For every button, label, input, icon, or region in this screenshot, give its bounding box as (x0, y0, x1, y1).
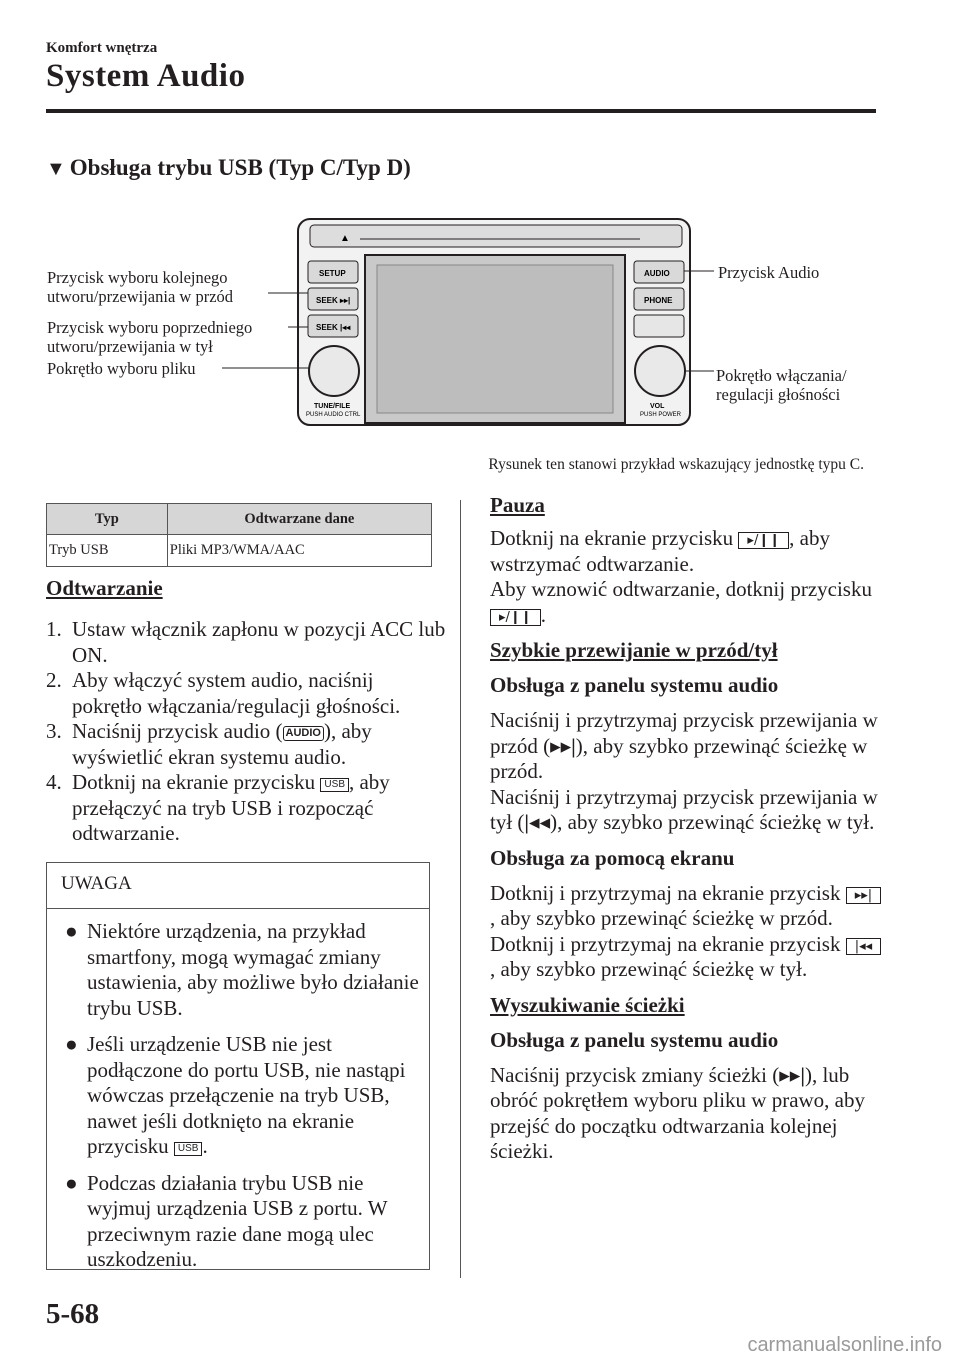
play-pause-icon: ▸/❙❙ (738, 532, 789, 549)
list-item: 3. Naciśnij przycisk audio ( AUDIO ), aby wyświetlić ekran systemu audio. (46, 719, 372, 769)
audio-button-icon: AUDIO (283, 726, 324, 741)
page-number: 5-68 (46, 1298, 100, 1330)
data-type-table (46, 503, 432, 567)
callout-file-knob: Pokrętło wyboru pliku (47, 359, 196, 378)
section-heading (46, 155, 411, 181)
callout-power-knob: Pokrętło włączania/ regulacji głośności (716, 366, 847, 404)
usb-button-icon: USB (174, 1142, 203, 1156)
list-item: ● Niektóre urządzenia, na przykład smartfony, mogą wymagać zmiany ustawienia, aby możliwe było działanie trybu USB. (65, 919, 419, 1020)
section-title: Obsługa trybu USB (Typ C/Typ D) (69, 155, 411, 180)
usb-button-icon: USB (320, 778, 349, 792)
list-item: ● Jeśli urządzenie USB nie jest podłączone do portu USB, nie nastąpi wówczas przełączenie na tryb USB, nawet jeśli dotknięto na ekranie przycisku USB . (65, 1032, 406, 1158)
seek-forward-icon: ▸▸| (550, 733, 576, 758)
svg-text:VOL: VOL (650, 403, 665, 410)
page-title: System Audio (46, 58, 246, 94)
eject-slot (310, 225, 682, 247)
title-rule (46, 109, 876, 113)
svg-text:PUSH POWER: PUSH POWER (640, 412, 682, 418)
seek-forward-icon: ▸▸| (779, 1062, 805, 1087)
fast-forward-icon: ▸▸| (846, 887, 881, 904)
playback-heading: Odtwarzanie (46, 576, 163, 600)
fast-forward-heading: Szybkie przewijanie w przód/tył (490, 638, 778, 662)
volume-knob (635, 346, 685, 396)
search-sub-panel: Obsługa z panelu systemu audio (490, 1027, 779, 1052)
svg-text:SETUP: SETUP (319, 269, 346, 278)
column-divider (460, 500, 461, 1278)
table-cell: Pliki MP3/WMA/AAC (167, 535, 431, 567)
list-item: 4. Dotknij na ekranie przycisku USB , aby przełączyć na tryb USB i rozpocząć odtwarzanie. (46, 770, 390, 845)
playback-steps (46, 617, 446, 847)
table-header: Typ (47, 504, 168, 535)
note-box (46, 862, 430, 1270)
watermark: carmanualsonline.info (747, 1334, 942, 1356)
svg-text:PHONE: PHONE (644, 296, 673, 305)
note-heading: UWAGA (47, 863, 429, 909)
table-header: Odtwarzane dane (167, 504, 431, 535)
pause-text: Dotknij na ekranie przycisku ▸/❙❙ , aby wstrzymać odtwarzanie. Aby wznowić odtwarzanie, dotknij przycisku ▸/❙❙ . (490, 526, 872, 627)
seek-back-icon: |◂◂ (524, 810, 551, 834)
eject-label: ▲ (340, 233, 350, 244)
svg-text:PUSH AUDIO CTRL: PUSH AUDIO CTRL (306, 412, 361, 418)
callout-audio-button: Przycisk Audio (718, 263, 820, 282)
figure-caption: Rysunek ten stanowi przykład wskazujący jednostkę typu C. (488, 456, 864, 473)
section-marker: ▼ (46, 158, 66, 180)
chapter-kicker: Komfort wnętrza (46, 40, 158, 56)
play-pause-icon: ▸/❙❙ (490, 609, 541, 626)
callout-prev-track: Przycisk wyboru poprzedniego utworu/przewijania w tył (47, 318, 253, 356)
search-panel-text: Naciśnij przycisk zmiany ścieżki (▸▸|), lub obróć pokrętłem wyboru pliku w prawo, aby przejść do początku odtwarzania kolejnej ścieżki. (490, 1062, 865, 1163)
right-column (490, 493, 885, 1165)
table-row (47, 535, 432, 567)
list-item: 2. Aby włączyć system audio, naciśnij pokrętło włączania/regulacji głośności. (46, 668, 401, 718)
table-cell: Tryb USB (47, 535, 168, 567)
svg-text:SEEK |◂◂: SEEK |◂◂ (316, 323, 351, 332)
svg-text:SEEK ▸▸|: SEEK ▸▸| (316, 296, 351, 305)
ff-sub-panel: Obsługa z panelu systemu audio (490, 673, 779, 697)
ff-screen-text: Dotknij i przytrzymaj na ekranie przycisk ▸▸|, aby szybko przewinąć ścieżkę w przód. Dotknij i przytrzymaj na ekranie przycisk |◂◂, aby szybko przewinąć ścieżkę w tył. (490, 881, 885, 983)
ff-sub-screen: Obsługa za pomocą ekranu (490, 845, 735, 870)
list-item: ● Podczas działania trybu USB nie wyjmuj urządzenia USB z portu. W przeciwnym razie dane mogą ulec uszkodzeniu. (65, 1170, 388, 1271)
pause-heading: Pauza (490, 493, 545, 517)
ff-panel-text: Naciśnij i przytrzymaj przycisk przewijania w przód (▸▸|), aby szybko przewinąć ścieżkę w przód. Naciśnij i przytrzymaj przycisk przewijania w tył (|◂◂), aby szybko przewinąć ścieżkę w tył. (490, 708, 878, 834)
callout-next-track: Przycisk wyboru kolejnego utworu/przewijania w przód (47, 268, 234, 306)
svg-text:AUDIO: AUDIO (644, 269, 670, 278)
track-search-heading: Wyszukiwanie ścieżki (490, 992, 685, 1017)
svg-text:TUNE/FILE: TUNE/FILE (314, 403, 351, 410)
tune-file-knob (309, 346, 359, 396)
list-item: 1. Ustaw włącznik zapłonu w pozycji ACC lub ON. (46, 617, 446, 667)
rewind-icon: |◂◂ (846, 938, 881, 955)
